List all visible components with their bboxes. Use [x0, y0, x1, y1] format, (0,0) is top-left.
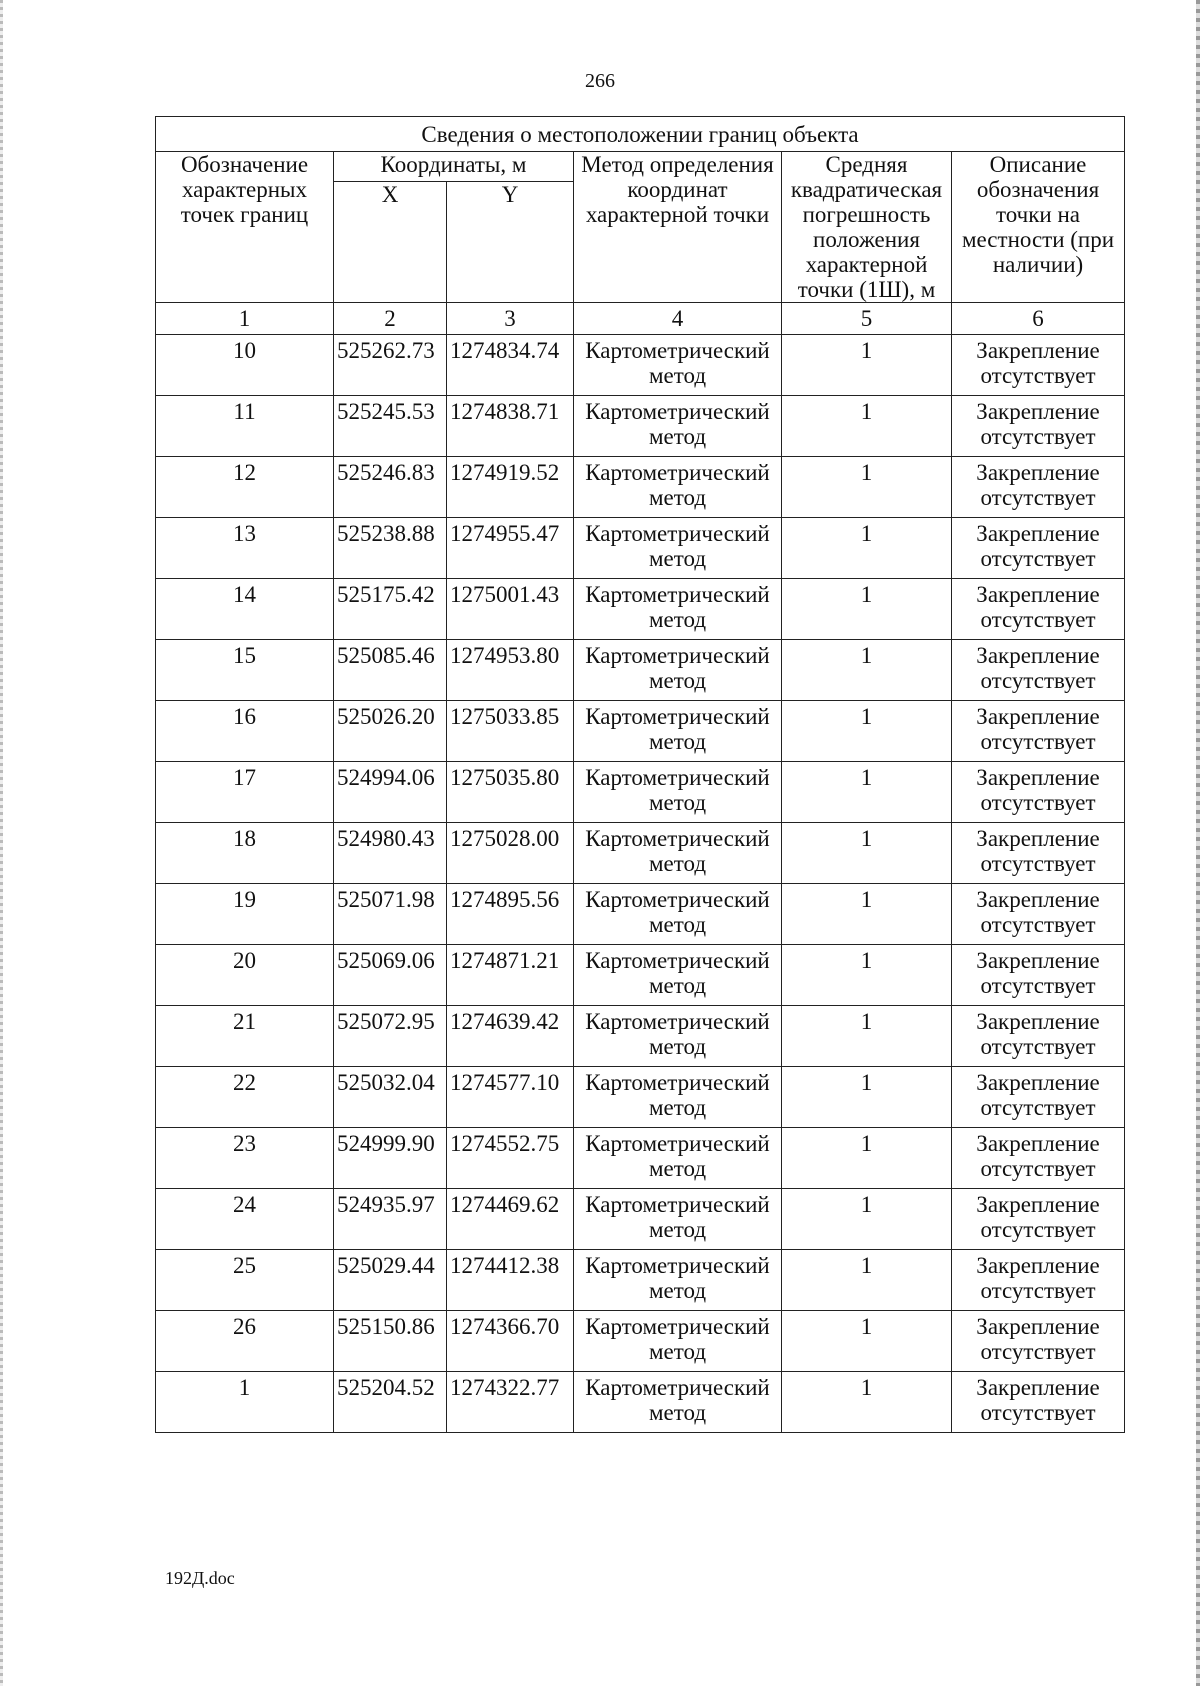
- cell-x: 525238.88: [334, 518, 447, 579]
- boundary-coordinates-table: [155, 116, 1125, 1433]
- cell-method: Картометрический метод: [574, 579, 782, 640]
- cell-x: 525026.20: [334, 701, 447, 762]
- cell-x: 524999.90: [334, 1128, 447, 1189]
- cell-x: 525085.46: [334, 640, 447, 701]
- cell-x: 525150.86: [334, 1311, 447, 1372]
- cell-y: 1275033.85: [447, 701, 574, 762]
- column-number-row: [156, 303, 1125, 335]
- header-method: Метод определения координат характерной точки: [574, 152, 782, 303]
- cell-description: Закрепление отсутствует: [952, 1067, 1125, 1128]
- column-number: 6: [952, 303, 1125, 335]
- table-row: [156, 640, 1125, 701]
- cell-error: 1: [782, 1372, 952, 1433]
- cell-y: 1274366.70: [447, 1311, 574, 1372]
- cell-description: Закрепление отсутствует: [952, 335, 1125, 396]
- header-x: X: [334, 181, 447, 302]
- cell-method: Картометрический метод: [574, 884, 782, 945]
- cell-method: Картометрический метод: [574, 396, 782, 457]
- cell-y: 1275028.00: [447, 823, 574, 884]
- cell-point: 20: [156, 945, 334, 1006]
- cell-point: 24: [156, 1189, 334, 1250]
- cell-method: Картометрический метод: [574, 1250, 782, 1311]
- cell-method: Картометрический метод: [574, 823, 782, 884]
- cell-y: 1274639.42: [447, 1006, 574, 1067]
- table-title: Сведения о местоположении границ объекта: [156, 117, 1125, 152]
- cell-point: 16: [156, 701, 334, 762]
- cell-error: 1: [782, 640, 952, 701]
- cell-point: 22: [156, 1067, 334, 1128]
- table-row: [156, 823, 1125, 884]
- table-row: [156, 1067, 1125, 1128]
- cell-x: 525262.73: [334, 335, 447, 396]
- cell-description: Закрепление отсутствует: [952, 1311, 1125, 1372]
- table-row: [156, 335, 1125, 396]
- cell-point: 10: [156, 335, 334, 396]
- cell-method: Картометрический метод: [574, 1128, 782, 1189]
- cell-description: Закрепление отсутствует: [952, 518, 1125, 579]
- cell-description: Закрепление отсутствует: [952, 701, 1125, 762]
- header-point-designation: Обозначение характерных точек границ: [156, 152, 334, 303]
- cell-description: Закрепление отсутствует: [952, 1250, 1125, 1311]
- column-number: 1: [156, 303, 334, 335]
- cell-y: 1274871.21: [447, 945, 574, 1006]
- cell-description: Закрепление отсутствует: [952, 945, 1125, 1006]
- table-row: [156, 884, 1125, 945]
- cell-error: 1: [782, 457, 952, 518]
- cell-point: 26: [156, 1311, 334, 1372]
- column-number: 2: [334, 303, 447, 335]
- cell-x: 525071.98: [334, 884, 447, 945]
- cell-x: 525032.04: [334, 1067, 447, 1128]
- cell-point: 17: [156, 762, 334, 823]
- cell-y: 1274577.10: [447, 1067, 574, 1128]
- cell-y: 1274834.74: [447, 335, 574, 396]
- footer-filename: 192Д.doc: [165, 1568, 235, 1588]
- cell-x: 525245.53: [334, 396, 447, 457]
- cell-description: Закрепление отсутствует: [952, 1372, 1125, 1433]
- cell-point: 15: [156, 640, 334, 701]
- header-coordinates: Координаты, м: [334, 152, 574, 182]
- page-number: 266: [585, 70, 615, 92]
- cell-y: 1274412.38: [447, 1250, 574, 1311]
- cell-point: 14: [156, 579, 334, 640]
- cell-description: Закрепление отсутствует: [952, 579, 1125, 640]
- cell-description: Закрепление отсутствует: [952, 823, 1125, 884]
- header-mean-error: Средняя квадратическая погрешность положения характерной точки (1Ш), м: [782, 152, 952, 303]
- cell-error: 1: [782, 1250, 952, 1311]
- table-row: [156, 945, 1125, 1006]
- cell-error: 1: [782, 396, 952, 457]
- table-row: [156, 1189, 1125, 1250]
- table-row: [156, 1311, 1125, 1372]
- cell-description: Закрепление отсутствует: [952, 1128, 1125, 1189]
- cell-x: 524935.97: [334, 1189, 447, 1250]
- cell-point: 21: [156, 1006, 334, 1067]
- table-row: [156, 579, 1125, 640]
- cell-error: 1: [782, 945, 952, 1006]
- cell-description: Закрепление отсутствует: [952, 457, 1125, 518]
- cell-x: 524994.06: [334, 762, 447, 823]
- cell-method: Картометрический метод: [574, 1189, 782, 1250]
- cell-point: 1: [156, 1372, 334, 1433]
- cell-y: 1274838.71: [447, 396, 574, 457]
- cell-error: 1: [782, 762, 952, 823]
- scan-edge-right: [1196, 0, 1200, 1686]
- table-row: [156, 518, 1125, 579]
- cell-error: 1: [782, 1189, 952, 1250]
- cell-method: Картометрический метод: [574, 945, 782, 1006]
- cell-description: Закрепление отсутствует: [952, 1006, 1125, 1067]
- cell-y: 1274895.56: [447, 884, 574, 945]
- column-number: 5: [782, 303, 952, 335]
- table-row: [156, 1006, 1125, 1067]
- cell-method: Картометрический метод: [574, 1372, 782, 1433]
- cell-method: Картометрический метод: [574, 762, 782, 823]
- cell-error: 1: [782, 1128, 952, 1189]
- cell-x: 525204.52: [334, 1372, 447, 1433]
- cell-description: Закрепление отсутствует: [952, 640, 1125, 701]
- cell-error: 1: [782, 1067, 952, 1128]
- cell-y: 1274919.52: [447, 457, 574, 518]
- cell-error: 1: [782, 518, 952, 579]
- cell-method: Картометрический метод: [574, 1311, 782, 1372]
- cell-error: 1: [782, 335, 952, 396]
- column-number: 4: [574, 303, 782, 335]
- cell-error: 1: [782, 1311, 952, 1372]
- table-row: [156, 1128, 1125, 1189]
- cell-description: Закрепление отсутствует: [952, 1189, 1125, 1250]
- column-number: 3: [447, 303, 574, 335]
- cell-point: 25: [156, 1250, 334, 1311]
- cell-method: Картометрический метод: [574, 701, 782, 762]
- table-row: [156, 701, 1125, 762]
- cell-point: 23: [156, 1128, 334, 1189]
- cell-point: 19: [156, 884, 334, 945]
- cell-x: 524980.43: [334, 823, 447, 884]
- cell-error: 1: [782, 1006, 952, 1067]
- cell-method: Картометрический метод: [574, 1067, 782, 1128]
- header-description: Описание обозначения точки на местности (при наличии): [952, 152, 1125, 303]
- cell-method: Картометрический метод: [574, 457, 782, 518]
- cell-y: 1274322.77: [447, 1372, 574, 1433]
- cell-x: 525069.06: [334, 945, 447, 1006]
- table-row: [156, 762, 1125, 823]
- cell-x: 525029.44: [334, 1250, 447, 1311]
- cell-point: 13: [156, 518, 334, 579]
- cell-description: Закрепление отсутствует: [952, 762, 1125, 823]
- cell-y: 1274469.62: [447, 1189, 574, 1250]
- cell-y: 1274552.75: [447, 1128, 574, 1189]
- table-row: [156, 1372, 1125, 1433]
- cell-x: 525246.83: [334, 457, 447, 518]
- cell-point: 18: [156, 823, 334, 884]
- cell-point: 11: [156, 396, 334, 457]
- cell-description: Закрепление отсутствует: [952, 396, 1125, 457]
- cell-point: 12: [156, 457, 334, 518]
- cell-y: 1275001.43: [447, 579, 574, 640]
- header-y: Y: [447, 181, 574, 302]
- cell-description: Закрепление отсутствует: [952, 884, 1125, 945]
- cell-error: 1: [782, 823, 952, 884]
- cell-error: 1: [782, 701, 952, 762]
- cell-error: 1: [782, 579, 952, 640]
- cell-y: 1275035.80: [447, 762, 574, 823]
- table-row: [156, 396, 1125, 457]
- cell-method: Картометрический метод: [574, 1006, 782, 1067]
- cell-x: 525072.95: [334, 1006, 447, 1067]
- scan-edge-left: [0, 0, 3, 1686]
- cell-y: 1274955.47: [447, 518, 574, 579]
- table-body: [156, 335, 1125, 1433]
- cell-method: Картометрический метод: [574, 518, 782, 579]
- cell-method: Картометрический метод: [574, 335, 782, 396]
- table-row: [156, 1250, 1125, 1311]
- cell-method: Картометрический метод: [574, 640, 782, 701]
- cell-error: 1: [782, 884, 952, 945]
- cell-x: 525175.42: [334, 579, 447, 640]
- cell-y: 1274953.80: [447, 640, 574, 701]
- table-row: [156, 457, 1125, 518]
